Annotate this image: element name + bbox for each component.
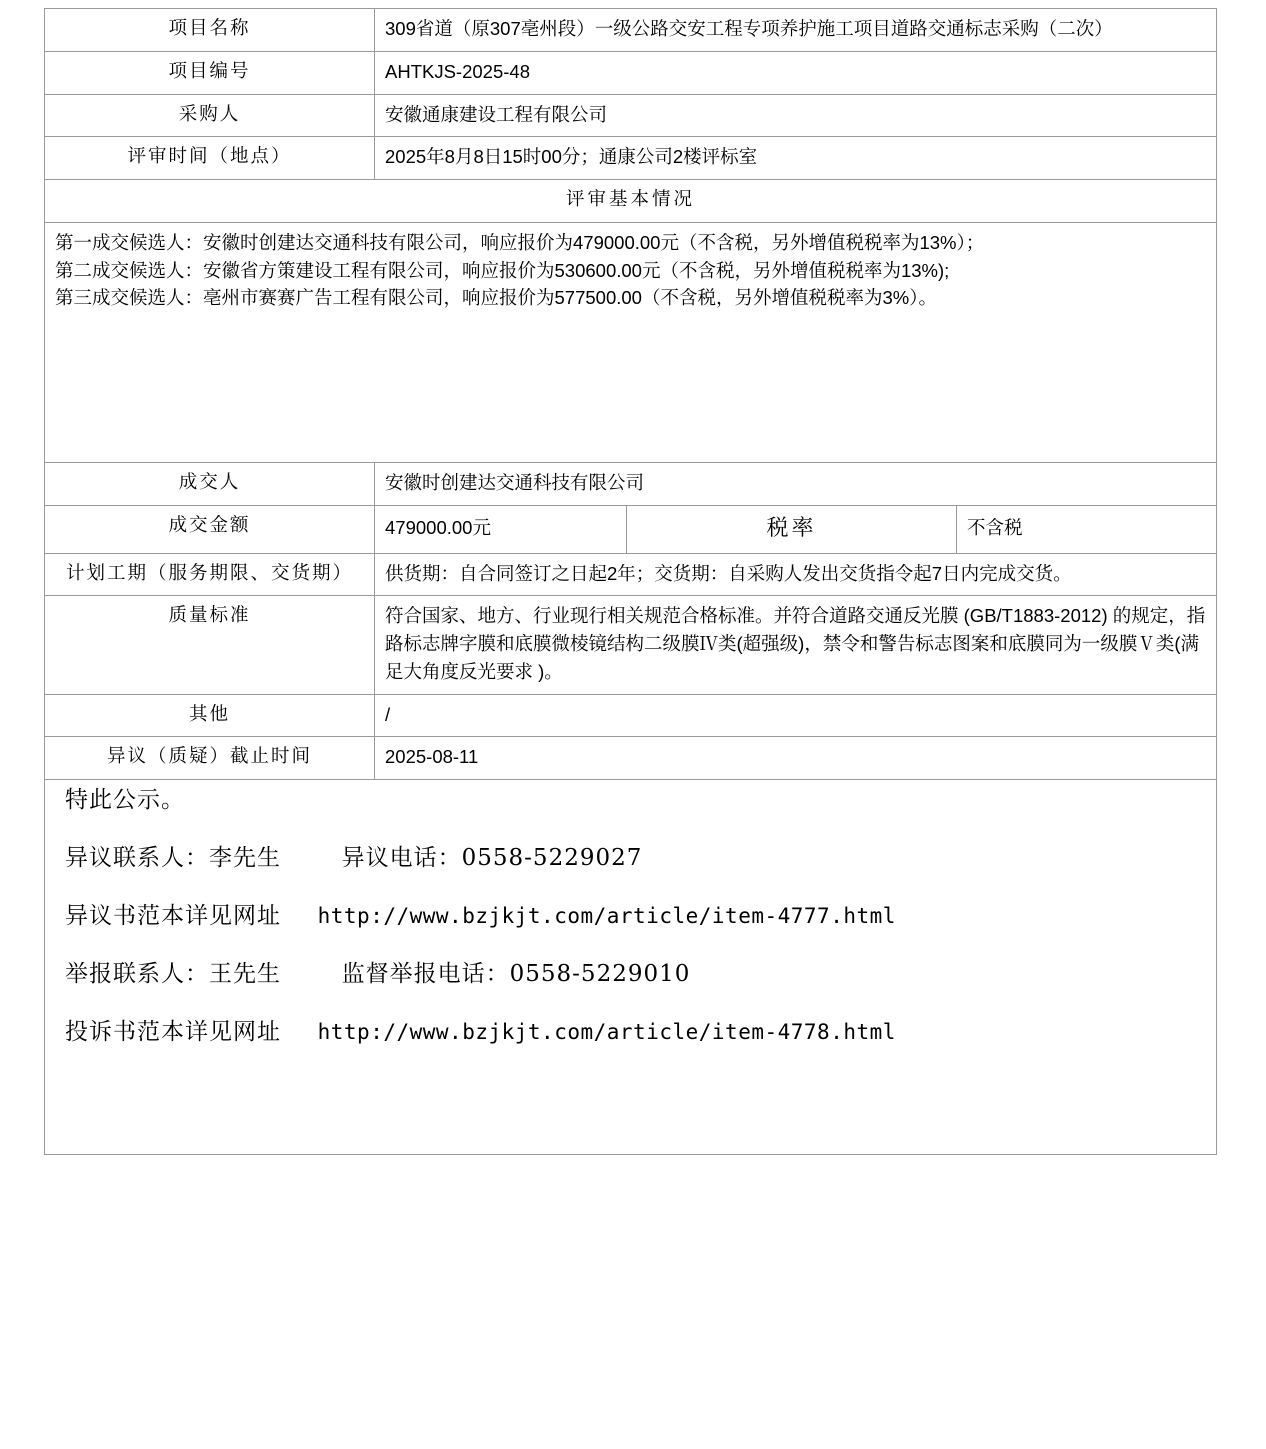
footer-cell [45, 780, 1217, 1155]
row-value-quality: 符合国家、地方、行业现行相关规范合格标准。并符合道路交通反光膜 (GB/T1883-2012) 的规定，指路标志牌字膜和底膜微棱镜结构二级膜Ⅳ类(超强级)，禁令和警告标志图案和底膜同为一级膜Ⅴ类(满足大角度反光要求 )。 [375, 596, 1217, 694]
announcement-table [44, 8, 1217, 1155]
row-label-quality: 质量标准 [45, 596, 375, 694]
footer-report-contact-row [55, 960, 1206, 990]
row-label-amount: 成交金额 [45, 505, 375, 553]
table-row-period [45, 553, 1217, 596]
row-value-tax-rate: 不含税 [957, 505, 1217, 553]
objection-phone-label: 异议电话：0558-5229027 [341, 844, 643, 871]
row-value-winner: 安徽时创建达交通科技有限公司 [375, 462, 1217, 505]
objection-doc-label: 异议书范本详见网址 [65, 902, 281, 929]
objection-doc-url[interactable]: http://www.bzjkjt.com/article/item-4777.html [317, 903, 896, 928]
footer-notice: 特此公示。 [65, 787, 185, 813]
row-value-purchaser: 安徽通康建设工程有限公司 [375, 94, 1217, 137]
row-label-purchaser: 采购人 [45, 94, 375, 137]
row-value-other: / [375, 694, 1217, 737]
section-title-review-basics: 评审基本情况 [45, 180, 1217, 223]
report-phone-label: 监督举报电话：0558-5229010 [341, 960, 691, 987]
row-value-deadline: 2025-08-11 [375, 737, 1217, 780]
table-row-review-time [45, 137, 1217, 180]
row-label-tax-rate: 税率 [627, 505, 957, 553]
row-value-project-name: 309省道（原307亳州段）一级公路交安工程专项养护施工项目道路交通标志采购（二次） [375, 9, 1217, 52]
objection-contact-label: 异议联系人：李先生 [65, 844, 281, 871]
table-row-project-number [45, 51, 1217, 94]
row-value-amount: 479000.00元 [375, 505, 627, 553]
row-label-project-number: 项目编号 [45, 51, 375, 94]
footer-objection-doc-row [55, 902, 1206, 932]
row-label-winner: 成交人 [45, 462, 375, 505]
table-row-quality [45, 596, 1217, 694]
table-row-other [45, 694, 1217, 737]
row-value-period: 供货期：自合同签订之日起2年；交货期：自采购人发出交货指令起7日内完成交货。 [375, 553, 1217, 596]
row-value-project-number: AHTKJS-2025-48 [375, 51, 1217, 94]
candidate-second: 第二成交候选人：安徽省方策建设工程有限公司，响应报价为530600.00元（不含税，另外增值税税率为13%); [55, 259, 950, 281]
table-row-deadline [45, 737, 1217, 780]
table-row-footer [45, 780, 1217, 1155]
table-row-winner [45, 462, 1217, 505]
row-label-other: 其他 [45, 694, 375, 737]
table-row-candidates [45, 222, 1217, 462]
table-row-purchaser [45, 94, 1217, 137]
row-label-review-time: 评审时间（地点） [45, 137, 375, 180]
report-contact-label: 举报联系人：王先生 [65, 960, 281, 987]
row-value-review-time: 2025年8月8日15时00分；通康公司2楼评标室 [375, 137, 1217, 180]
footer-complaint-doc-row [55, 1018, 1206, 1048]
footer-objection-contact-row [55, 844, 1206, 874]
complaint-doc-url[interactable]: http://www.bzjkjt.com/article/item-4778.html [317, 1019, 896, 1044]
candidates-cell [45, 222, 1217, 462]
complaint-doc-label: 投诉书范本详见网址 [65, 1018, 281, 1045]
candidate-first: 第一成交候选人：安徽时创建达交通科技有限公司，响应报价为479000.00元（不含税，另外增值税税率为13%）； [55, 231, 985, 253]
row-label-project-name: 项目名称 [45, 9, 375, 52]
table-row-section-title [45, 180, 1217, 223]
row-label-period: 计划工期（服务期限、交货期） [45, 553, 375, 596]
candidate-third: 第三成交候选人：亳州市赛赛广告工程有限公司，响应报价为577500.00（不含税，另外增值税税率为3%）。 [55, 287, 937, 309]
table-row-project-name [45, 9, 1217, 52]
table-row-amount [45, 505, 1217, 553]
row-label-deadline: 异议（质疑）截止时间 [45, 737, 375, 780]
